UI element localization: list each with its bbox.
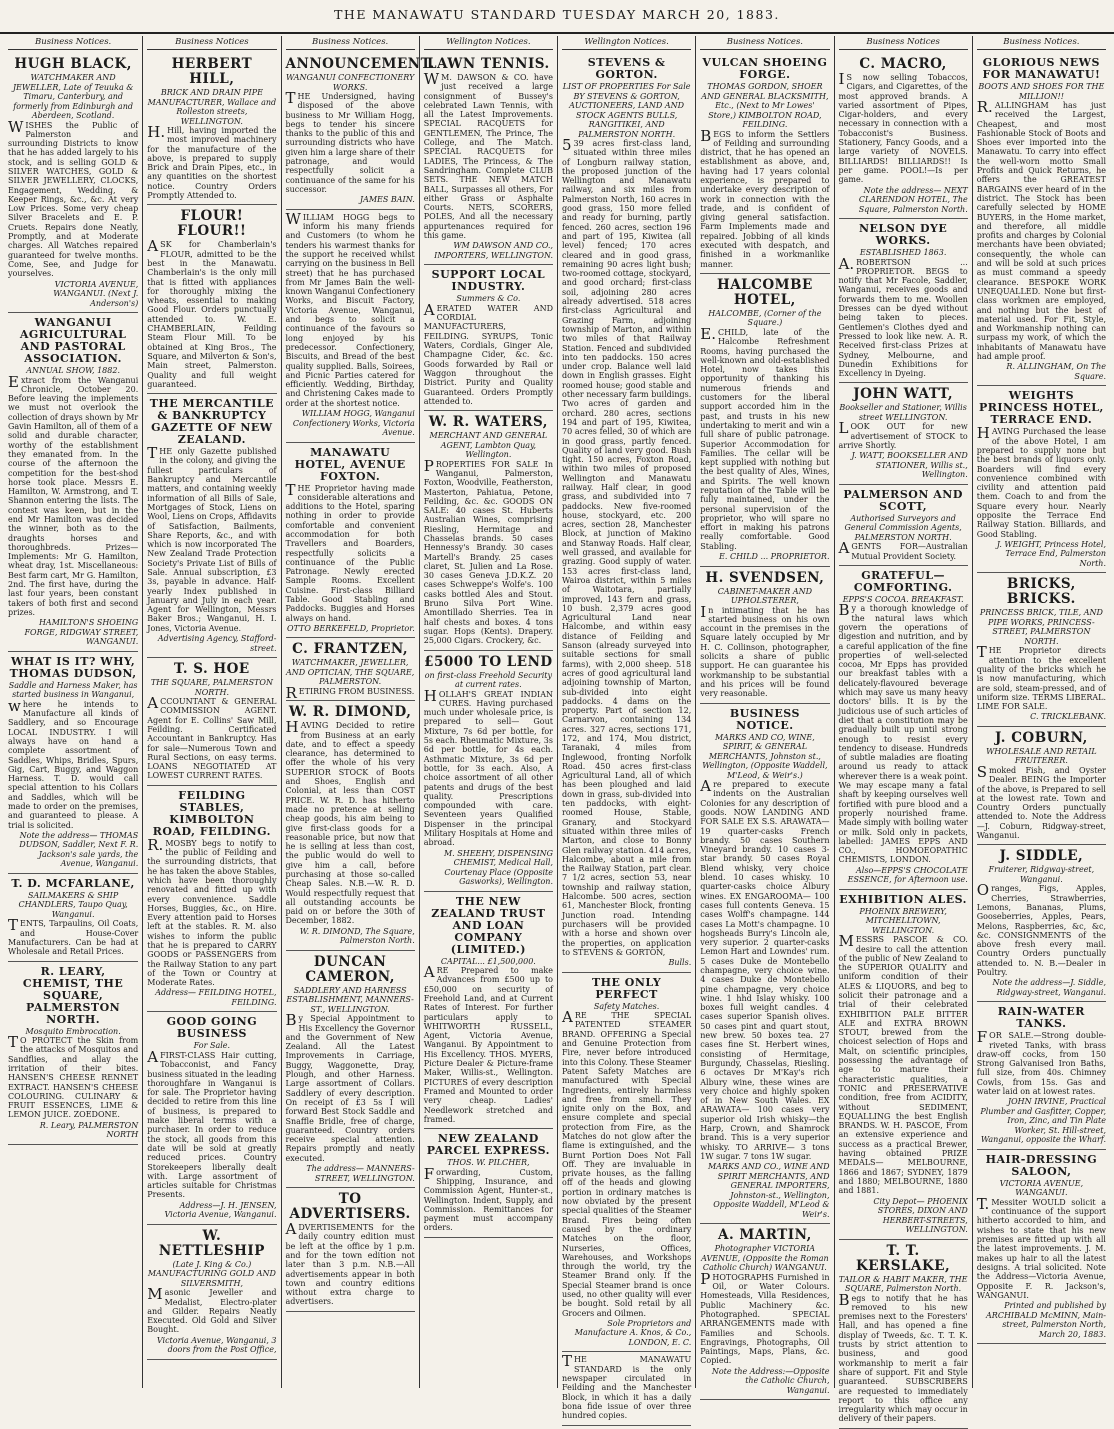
ad-title: £5000 TO LEND bbox=[424, 653, 553, 670]
ad-body: Are prepared to execute indents on the Australian Colonies for any description of goods. NOW LANDING AND FOR SALE EX S.S. ARAWATA— 19 quarter-casks French brandy. 50 cases Southern Vineyard brandy. 10 cases 3-star brandy. 50 cases Royal Blend whisky, very choice blend. 10 cases whisky. 10 quarter-casks choice Albury wines. EX ENGAROOMA— 100 cases full contents Geneva. 15 cases Wolff's champagne. 144 cases La Mott's champagne. 10 hogsheads Burry's Lincoln ale, very superior. 2 quarter-casks Lemon Hart and Lowndes' rum. 5 cases Duke de Montebello champagne, very choice wine. 4 cases Duke de Montebello pine champagne, very choice wine. 1 hhd Islay whisky. 100 boxes full weight candles. 4 cases superior Spanish olives. 50 cases pint and quart stout, new brew. 50 boxes tea. 27 cases fine St. Herbert wines, consisting of Hermitage, Burgundy, Chasselas, Riesling. 6 octaves Dr M'Kay's rich Albury wine, these wines are very choice and highly spoken of in New South Wales. EX ARAWATA— 100 cases very superior old Irish whisky—the Harp, Crown, and Shamrock brand. This is a very superior whisky. TO ARRIVE— 3 tons 1W sugar. 7 tons 1W sugar. bbox=[700, 777, 830, 1161]
ad-footer: VICTORIA AVENUE, WANGANUI. (Next J. Anderson's) bbox=[53, 279, 139, 308]
newspaper-columns bbox=[4, 36, 1110, 1424]
ad-body: THE Proprietor having made considerable alterations and additions to the Hotel, sparing nothing in order to provide comfortable and convenient accommodation for both Travellers and Boarders, respectfully solicits a continuance of the Public Patronage. Newly erected Sample Rooms. Excellent Cuisine. First-class Billiard Table. Good Stabling and Paddocks. Buggies and Horses always on hand. bbox=[285, 480, 415, 623]
advertisement bbox=[424, 1129, 553, 1238]
advertisement bbox=[977, 53, 1106, 386]
ad-body: PHOTOGRAPHS Furnished in Oil, or Water Colours. Homesteads, Villa Residences, Public Machinery &c. Photographed. SPECIAL ARRANGEMENTS made with Families and Schools. Engravings, Photographs, Oil Paintings, Maps, Plans, &c. Copied. bbox=[700, 1269, 830, 1366]
advertisement bbox=[147, 1012, 276, 1224]
ad-title: BRICKS, BRICKS. bbox=[1006, 576, 1076, 608]
ad-footer: Victoria Avenue, Wanganui, 3 doors from the Post Office, bbox=[156, 1335, 277, 1355]
advertisement bbox=[977, 573, 1106, 727]
advertisement bbox=[147, 205, 276, 394]
advertisement bbox=[839, 566, 968, 890]
ad-title: NELSON DYE WORKS. bbox=[858, 222, 948, 248]
ad-title: ANNOUNCEMENT. bbox=[285, 56, 435, 72]
ad-subtitle: BRICK AND DRAIN PIPE MANUFACTURER, Wallace and Rolleston streets, WELLINGTON. bbox=[147, 88, 277, 126]
ad-subtitle: Summers & Co. bbox=[456, 294, 521, 304]
advertisement bbox=[286, 951, 415, 1188]
ad-title: RAIN-WATER TANKS. bbox=[997, 1005, 1085, 1031]
ad-title: HUGH BLACK, bbox=[14, 56, 132, 72]
ad-body: HAVING Purchased the lease of the above Hotel, I am prepared to supply none but the best brands of liquors only. Boarders will find every convenience combined with civility and attention paid them. Coach to and from the Square every hour. Nearly opposite the Terrace End Railway Station. Billiards, and Good Stabling. bbox=[976, 424, 1106, 539]
ad-footer: JAMES BAIN. bbox=[359, 195, 415, 205]
ad-footer: HAMILTON'S SHOEING FORGE, RIDGWAY STREET, WANGANUI. bbox=[24, 618, 139, 647]
ad-title: WEIGHTS PRINCESS HOTEL, TERRACE END. bbox=[978, 389, 1104, 427]
ad-subtitle: (Late J. King & Co.) MANUFACTURING GOLD AND SILVERSMITH, bbox=[147, 1259, 276, 1288]
ad-title: THE MERCANTILE & BANKRUPTCY GAZETTE OF NEW ZEALAND. bbox=[149, 397, 275, 447]
ad-body: BEGS to inform the Settlers of Feilding and surrounding district, that he has opened an establishment as above, and, having had 17 years colonial experience, is prepared to undertake every description of work in connection with the trade, and is confident of giving general satisfaction. Farm Implements made and repaired. Jobbing of all kinds executed with despatch, and finished in a workmanlike manner. bbox=[700, 126, 830, 269]
ad-body: WM. DAWSON & CO. have just received a large consignment of Bussey's celebrated Lawn Tennis, with all the Latest Improvements. SPECIAL RACQUETS for GENTLEMEN, The Prince, The College, and The Match. SPECIAL RACQUETS for LADIES, The Princess, & The Sandringham. Complete CLUB SETS. THE NEW MATCH BALL, Surpasses all others, For either Grass or Asphalte Courts. NETS, SCORERS, POLES, And all the necessary appurtenances required for this game. bbox=[423, 70, 553, 241]
ad-title: T. T. KERSLAKE, bbox=[856, 1242, 951, 1274]
ad-footer: WM DAWSON AND CO., IMPORTERS, WELLINGTON. bbox=[434, 241, 553, 260]
ad-title: GRATEFUL—COMFORTING. bbox=[853, 568, 953, 594]
advertisement bbox=[700, 567, 829, 704]
ad-body: HOLLAH'S GREAT INDIAN CURES. Having purchased much under wholesale price, is prepared to sell— Gout Mixture, 7s 6d per bottle, for 5s each. Rheumatic Mixture, 3s 6d per bottle, for 4s each. Asthmatic Mixture, 3s 6d per bottle, for 3s each. Also, A choice assortment of all other patents and drugs of the best quality. Prescriptions compounded with care. Seventeen years Qualified Dispenser in the principal Military Hospitals at Home and abroad. bbox=[423, 686, 553, 848]
ad-body: ARE THE SPECIAL PATENTED STEAMER BRAND. OFFERING a Special and Genuine Protection from Fire, never before introduced into this Colony. These Steamer Patent Safety Matches are manufactured with Special Ingredients, entirely harmless and free from smell. They ignite only on the Box, and ensure complete and special protection from Fire, as the Matches do not glow after the flame is extinguished, and the Burnt Portion Does Not Fall Off. They are invaluable in private houses, as the falling off of the heads and glowing portion in ordinary matches is now obviated by the present special qualities of the Steamer Brand. Fires being often caused by the ordinary Matches on the floor, Nurseries, Offices, Warehouses, and Workshops through the world, try the Steamer Brand only. If the Special Steamer brand is once used, no other quality will ever be bought. Sold retail by all Grocers and Oilmen. bbox=[562, 1008, 692, 1318]
ad-body: ASK for Chamberlain's FLOUR, admitted to be the best in the Manawatu. Chamberlain's is the only mill that is fitted with appliances for thoroughly mixing the wheats, essential to making Good Flour. Orders punctually attended to. W. E. CHAMBERLAIN, Feilding Steam Flour Mill. To be obtained at King Bros., The Square, and Milverton & Son's, Main street, Palmerston. Quality and full weight guaranteed. bbox=[147, 237, 277, 389]
ad-body: Extract from the Wanganui Chronicle, October 20. Before leaving the implements we must not overlook the collection of drays shown by Mr Gavin Hamilton, all of them of a solid and durable character, worthy of the establishment they emanated from. In the course of the afternoon the competition for the best-shod horse took place. Messrs E. Hamilton, W. Armstrong, and T. Shannon entering the lists. The contest was keen, but in the end Mr Hamilton was decided the winner, both as to the draughts horses and thoroughbreds. Prizes—Implements: Mr G. Hamilton, wheat dray, 1st. Miscellaneous: Best farm cart, Mr G. Hamilton, 2nd. The first have, during the last four years, been constant takers of both first and second prizes. bbox=[8, 372, 139, 617]
column-6 bbox=[695, 36, 833, 1395]
column-4 bbox=[419, 36, 557, 1388]
ad-body: PROPERTIES FOR SALE In Wanganui, Palmerston, Foxton, Woodville, Featherston, Masterton, Pahiatua, Petone, Feilding, &c. &c. GOODS ON SALE: 40 cases St. Huberts Australian Wines, comprising Riesling, Hermitage and Chasselas brands. 50 cases Hennessy's Brandy. 30 cases Martell's Brandy. 25 cases claret, St. Julien and La Rose. 30 cases Geneva J.D.K.Z. 20 cases Schweppe's Wolfe's. 100 casks bottled Ales and Stout. Bruno Silva Port Wine. Amontillado Sherries. Tea in half chests and boxes. 4 tons sugar. Hops (Kents). Drapery. 25,000 Cigars. Crockery, &c. bbox=[423, 456, 553, 646]
column-heading: Business Notices. bbox=[8, 36, 138, 50]
ad-subtitle: VICTORIA AVENUE, WANGANUI. bbox=[999, 1178, 1084, 1198]
ad-footer: Advertising Agency, Stafford-street. bbox=[157, 634, 277, 653]
ad-title: W. R. DIMOND, bbox=[288, 704, 412, 721]
ad-subtitle: THOMAS GORDON, SHOER AND GENERAL BLACKSMITH, Etc., (Next to Mr Lowes' Store,) KIMBOLTON ROAD, FEILDING. bbox=[701, 82, 829, 129]
ad-subtitle: CAPITAL... £1,500,000. bbox=[440, 956, 536, 966]
advertisement bbox=[562, 973, 691, 1353]
column-heading: Wellington Notices. bbox=[562, 36, 691, 50]
ad-title: STEVENS & GORTON. bbox=[587, 56, 666, 81]
ad-title: NEW ZEALAND PARCEL EXPRESS. bbox=[426, 1132, 550, 1158]
ad-body: THE Proprietor directs attention to the excellent quality of the bricks which he is now manufacturing, which are sold, steam-pressed, and of uniform size. TERMS LIBERAL. LIME FOR SALE. bbox=[976, 643, 1106, 712]
advertisement bbox=[286, 1188, 415, 1312]
advertisement bbox=[977, 1002, 1106, 1150]
ad-body: E.CHILD, late of the Halcombe Refreshment Rooms, having purchased the well-known and old-established Hotel, now takes this opportunity of thanking his numerous friends and customers for the liberal support accorded him in the past, and trusts in his new undertaking to merit and win a full share of public patronage. Superior Accommodation for Families. The cellar will be kept supplied with nothing but the best quality of Ales, Wines, and Spirits. The well known reputation of the Table will be fully maintained, under the personal supervision of the proprietor, who will spare no effort in making his patrons really comfortable. Good Stabling. bbox=[700, 324, 830, 551]
ad-subtitle: For Sale. bbox=[193, 1041, 231, 1051]
ad-subtitle: WATCHMAKER AND JEWELLER, Late of Teuuka & Timaru, Canterbury, and formerly from Edinburgh and Aberdeen, Scotland. bbox=[12, 73, 134, 120]
ad-subtitle: PRINCESS BRICK, TILE, AND PIPE WORKS, PRINCESS-STREET, PALMERSTON NORTH. bbox=[979, 608, 1103, 646]
ad-title: GLORIOUS NEWS FOR MANAWATU! bbox=[982, 56, 1101, 81]
advertisement bbox=[424, 892, 553, 1130]
ad-subtitle: CABINET-MAKER AND UPHOLSTERER, bbox=[717, 586, 813, 606]
ad-footer: JOHN IRVINE, Practical Plumber and Gasfitter, Copper, Iron, Zinc, and Tin Plate Worker, St. Hill-street, Wanganui, opposite the Wharf. bbox=[980, 1097, 1106, 1145]
ad-subtitle: THE SQUARE, PALMERSTON NORTH. bbox=[150, 678, 273, 697]
ad-subtitle: Bookseller and Stationer, Willis street WELLINGTON. bbox=[839, 403, 967, 422]
advertisement bbox=[700, 274, 829, 567]
column-heading: Business Notices bbox=[839, 36, 968, 50]
advertisement bbox=[286, 443, 415, 639]
ad-body: Oranges, Figs, Apples, Cherries, Strawberries, Lemons, Bananas, Plums, Gooseberries, Apples, Pears, Melons, Raspberries, &c, &c, &c. CONSIGNMENTS of the above fresh every mail. Country Orders punctually attended to. N. B.—Dealer in Poultry. bbox=[976, 881, 1106, 977]
ad-subtitle: Safety Matches. bbox=[593, 1001, 660, 1011]
ad-subtitle: on first-class Freehold Security at current rates. bbox=[424, 670, 552, 690]
ad-title: DUNCAN CAMERON, bbox=[305, 953, 395, 985]
ad-body: In intimating that he has started business on his own account in the premises in the Square lately occupied by Mr H. C. Collinson, photographer, solicits a share of public support. He can guarantee his workmanship to be substantial and his prices will be found very reasonable. bbox=[700, 602, 830, 699]
column-2 bbox=[142, 36, 280, 1388]
ad-footer: Also—EPPS'S CHOCOLATE ESSENCE, for Afternoon use. bbox=[847, 865, 968, 885]
ad-footer: City Depot— PHOENIX STORES, DIXON AND HERBERT-STREETS, WELLINGTON. bbox=[873, 1196, 968, 1235]
masthead: THE MANAWATU STANDARD TUESDAY MARCH 20, 1883. bbox=[0, 0, 1114, 34]
ad-subtitle: MARKS AND CO, WINE, SPIRIT, & GENERAL MERCHANTS, Johnston st., Wellington, (Opposite Waddell, M'Leod, & Weir's.) bbox=[702, 732, 828, 780]
ad-footer: OTTO BERKEFELD, Proprietor. bbox=[287, 623, 415, 633]
ad-footer: E. CHILD ... PROPRIETOR. bbox=[719, 552, 830, 562]
ad-subtitle: ANNUAL SHOW, 1882. bbox=[26, 366, 120, 376]
advertisement bbox=[977, 1150, 1106, 1344]
ad-title: FEILDING STABLES, KIMBOLTON ROAD, FEILDING. bbox=[152, 788, 271, 838]
column-1 bbox=[4, 36, 142, 1388]
ad-title: T. S. HOE bbox=[174, 661, 250, 678]
ad-footer: Sole Proprietors and Manufacture A. Knos, & Co., LONDON, E. C. bbox=[574, 1318, 692, 1347]
advertisement bbox=[977, 845, 1106, 1002]
ad-body: Begs to notify that he has removed to his new premises next to the Foresters' Hall, and has opened a fine display of Tweeds, &c. T. T. K. trusts by strict attention to business, and good workmanship to merit a fair share of support. Fit and Style guaranteed. SUBSCRIBERS are requested to immediately report to this office any irregularity which may occur in delivery of their papers. bbox=[838, 1290, 968, 1424]
ad-body: FOR SALE.—Strong double-riveted Tanks, with brass draw-off cocks, from 150 Strong Galvanised Iron Baths, full size, from 40s. Chimney Cowls, from 15s. Gas and water laid on at lowest rates. bbox=[976, 1028, 1106, 1097]
column-heading: Business Notices. bbox=[286, 36, 415, 50]
advertisement bbox=[8, 652, 138, 874]
ad-body: Smoked Fish, and Oyster Dealer. BEING the Importer of the above, is Prepared to sell at the lowest rate. Town and Country Orders punctually attended to. Note the Address—J. Coburn, Ridgway-street, Wanganui. bbox=[976, 762, 1106, 841]
advertisement bbox=[8, 313, 138, 652]
ad-subtitle: WHOLESALE AND RETAIL FRUITERER. bbox=[986, 746, 1097, 766]
ad-subtitle: TAILOR & HABIT MAKER, THE SQUARE, Palmerston North. bbox=[838, 1274, 968, 1294]
ad-footer: Note the Address:—Opposite the Catholic Church, Wanganui. bbox=[711, 1366, 830, 1395]
ad-footer: R. ALLINGHAM, On The Square. bbox=[1006, 362, 1106, 381]
ad-body: TO PROTECT the Skin from the attacks of Mosquitos and Sandflies, and allay the irritation of their bites. HANSEN'S CHEESE RENNET EXTRACT. HANSEN'S CHEESE COLOURING. CULINARY & FRUIT ESSENCES, LIME & LEMON JUICE. ZOEDONE. bbox=[8, 1033, 139, 1120]
ad-body: IS now selling Tobaccos, Cigars, and Cigarettes, of the most approved brands. A varied assortment of Pipes, Cigar-holders, and every necessary in connection with a Tobacconist's Business. Stationery, Fancy Goods, and a large variety of NOVELS. BILLIARDS! BILLIARDS!! Is per game. POOL!—Is per game. bbox=[838, 70, 968, 185]
ad-title: W. NETTLESHIP bbox=[158, 1227, 265, 1259]
ad-body: R.ALLINGHAM has just received the Largest, Cheapest, and most Fashionable Stock of Boots and Shoes ever imported into the Manawatu. To carry into effect the well-worn motto Small Profits and Quick Returns, he offers the GREATEST BARGAINS ever heard of in the district. The Stock has been carefully selected by HOME BUYERS, in the Home market, and therefore, all middle profits and charges by Colonial merchants have been obviated; consequently, the whole can and will be sold at such prices as must command a speedy clearance. BESPOKE WORK UNEQUALLED. None but first-class workmen are employed, and nothing but the best of material used. For Fit, Style, and Workmanship nothing can surpass my work, of which the inhabitants of Manawatu have had ample proof. bbox=[976, 98, 1106, 362]
ad-body: where he intends to Manufacture all kinds of Saddlery, and so Encourage LOCAL INDUSTRY. I will always have on hand a complete assortment of Saddles, Whips, Bridles, Spurs, Gig, Cart, Buggy, and Waggon Harness. T. D. would call special attention to his Collars and Saddles, which will be made to order on the premises, and guaranteed to please. A trial is solicited. bbox=[8, 696, 139, 830]
ad-body: Forwarding, Custom, Shipping, Insurance, and Commission Agent, Hunter-st., Wellington. Indent, Supply, and Commission. Remittances for payment must accompany orders. bbox=[423, 1164, 553, 1233]
advertisement bbox=[8, 874, 138, 962]
column-5 bbox=[557, 36, 695, 1421]
ad-body: By Special Appointment to His Excellency the Governor and the Government of New Zealand. All the Latest Improvements in Carriage, Buggy, Waggonette, Dray, Plough, and other Harness. Large assortment of Collars. Saddlery of every description. On receipt of £3 5s I will forward Best Stock Saddle and Snaffle Bridle, free of charge, guaranteed. Country orders receive special attention. Repairs promptly and neatly executed. bbox=[285, 1011, 415, 1163]
ad-subtitle: LIST OF PROPERTIES For Sale BY STEVENS & GORTON, AUCTIONEERS, LAND AND STOCK AGENTS BULLS, RANGITIKEI, AND PALMERSTON NORTH. bbox=[562, 82, 691, 139]
advertisement bbox=[839, 890, 968, 1240]
ad-footer: R. Leary, PALMERSTON NORTH bbox=[39, 1120, 139, 1140]
ad-subtitle: Saddle and Harness Maker, has started business in Wanganui, bbox=[8, 680, 138, 700]
ad-body: AGENTS FOR—Australian Mutual Provident Society. bbox=[838, 539, 968, 561]
ad-title: LAWN TENNIS. bbox=[426, 56, 550, 72]
advertisement bbox=[562, 1352, 691, 1425]
advertisement bbox=[424, 651, 553, 892]
ad-body: ARE Prepared to make Advances from £500 up to £50,000 on security of Freehold Land, and at Current Rates of Interest. For further particulars apply to WHITWORTH RUSSELL, Agent, Victoria Avenue, Wanganui. By Appointment to His Excellency. THOS. MYERS, Picture Dealer & Picture-frame Maker, Willis-st., Wellington. PICTURES of every description Framed and Mounted to order very cheap. Ladies' Needlework stretched and framed. bbox=[423, 963, 553, 1124]
advertisement bbox=[839, 1240, 968, 1429]
ad-body: AFIRST-CLASS Hair cutting, Tobacconist, and Fancy business situated in the leading thoroughfare in Wanganui is for sale. The Proprietor having decided to retire from this line of business, is prepared to make liberal terms with a purchaser. In order to reduce the stock, all goods from this date will be sold at greatly reduced prices. Country Storekeepers liberally dealt with. Large assortment of articles suitable for Christmas Presents. bbox=[147, 1047, 277, 1200]
ad-body: LOOK OUT for new advertisement of STOCK to arrive Shortly. bbox=[838, 419, 968, 451]
ad-body: ADVERTISEMENTS for the daily country edition must be left at the office by 1 p.m. and for the town edition not later than 3 p.m. N.B.—All advertisements appear in both town and country editions without extra charge to advertisers. bbox=[285, 1220, 415, 1307]
ad-title: FLOUR! FLOUR!! bbox=[177, 208, 247, 240]
advertisement bbox=[839, 53, 968, 219]
ad-title: C. MACRO, bbox=[859, 56, 947, 72]
ad-title: W. R. WATERS, bbox=[428, 414, 548, 431]
ad-title: WANGANUI AGRICULTURAL AND PASTORAL ASSOCIATION. bbox=[19, 316, 127, 366]
ad-title: TO ADVERTISERS. bbox=[289, 1191, 411, 1223]
ad-subtitle: BOOTS AND SHOES FOR THE MILLION!! bbox=[978, 82, 1105, 101]
ad-footer: J. WATT, BOOKSELLER AND STATIONER, Willis st., Wellington. bbox=[851, 451, 968, 480]
ad-body: MESSRS PASCOE & CO. desire to call the attention of the public of New Zealand to the SUPERIOR QUALITY and uniform condition of their ALES & LIQUORS, and beg to solicit their patronage and a trial of their celebrated EXHIBITION PALE BITTER ALE and EXTRA BROWN STOUT, brewed from the choicest selection of Hops and Malt, on scientific principles, possessing the advantage of age to mature their characteristic qualities, a TONIC and PRESERVATIVE condition, free from ACIDITY, without SEDIMENT, EQUALLING the best English BRANDS. W. H. PASCOE, From an extensive experience and success as a practical Brewer, having obtained PRIZE MEDALS— MELBOURNE, 1866 and 1867; SYDNEY, 1879 and 1880; MELBOURNE, 1880 and 1881. bbox=[838, 932, 968, 1196]
advertisement bbox=[424, 53, 553, 265]
advertisement bbox=[286, 210, 415, 443]
ad-subtitle: Mosquito Embrocation. bbox=[25, 1026, 121, 1036]
ad-footer: The address— MANNERS-STREET, WELLINGTON. bbox=[306, 1164, 415, 1183]
advertisement bbox=[424, 411, 553, 650]
ad-body: TENTS, Tarpaulins, Oil Coats, and House-Cover Manufacturers. Can be had at Wholesale and Retail Prices. bbox=[8, 916, 139, 957]
ad-body: R.MOSBY begs to notify to the public of Feilding and the surrounding districts, that he has taken the above Stables, which have been thoroughly renovated and fitted up with every convenience. Saddle Horses, Buggies, &c., on Hire. Every attention paid to Horses left at the stables. R. M. also wishes to inform the public that he is prepared to CARRY GOODS or PASSENGERS from the Railway Station to any part of the Town or Country at Moderate Rates. bbox=[147, 835, 277, 988]
column-heading: Wellington Notices. bbox=[424, 36, 553, 50]
ad-footer: M. SHEEHY, DISPENSING CHEMIST, Medical Hall, Courtenay Place (Opposite Gasworks), Wellington. bbox=[443, 848, 553, 887]
ad-subtitle: WATCHMAKER, JEWELLER, AND OPTICIAN, THE SQUARE, PALMERSTON. bbox=[286, 658, 415, 687]
advertisement bbox=[285, 53, 435, 210]
ad-body: A.ROBERTSON ... PROPRIETOR. BEGS to notify that Mr Facole, Saddler, Wanganui, receives goods and forwards them to me. Woollen Dresses can be dyed without being taken to pieces. Gentlemen's Clothes dyed and Pressed to look like new. A. R. Received first-class Prizes at Sydney, Melbourne, and Dunedin Exhibitions for Excellency in Dyeing. bbox=[838, 254, 968, 379]
column-8 bbox=[972, 36, 1110, 1388]
ad-footer: J. WEIGHT, Princess Hotel, Terrace End, Palmerston North. bbox=[996, 539, 1106, 568]
advertisement bbox=[839, 219, 968, 383]
ad-body: AERATED WATER AND CORDIAL MANUFACTURERS, FEILDING. SYRUPS, Tonic Waters, Cordials, Ginger Ale, Champagne Cider, &c. &c. Goods forwarded by Rail or Waggon throughout the District. Purity and Quality Guaranteed. Orders Promptly attended to. bbox=[423, 300, 553, 406]
advertisement bbox=[147, 1225, 276, 1360]
ad-title: VULCAN SHOEING FORGE. bbox=[702, 56, 828, 81]
ad-title: GOOD GOING BUSINESS bbox=[166, 1015, 258, 1041]
ad-body: H.Hill, having imported the most improved machinery for the manufacture of the above, is prepared to supply Brick and Drain Pipes, etc., in any quantities on the shortest notice. Country Orders Promptly Attended to. bbox=[147, 123, 277, 201]
ad-subtitle: WANGANUI CONFECTIONERY WORKS. bbox=[285, 73, 415, 92]
ad-title: PALMERSON AND SCOTT, bbox=[843, 487, 963, 513]
advertisement bbox=[977, 386, 1106, 573]
ad-title: T. D. MCFARLANE, bbox=[11, 876, 135, 890]
ad-subtitle: Authorised Surveyors and General Commission Agents, PALMERSTON NORTH. bbox=[844, 513, 962, 542]
ad-title: BUSINESS NOTICE. bbox=[729, 706, 800, 732]
ad-body: 539 acres first-class land, situated within three miles of Longburn railway station, the proposed junction of the Wellington and Manawatu railway, and six miles from Palmerston North, 160 acres in good grass, 150 more felled and ready for burning, partly fenced. 260 acres, section 196 and part of 195, Kiwitea (all level) fenced; 170 acres cleared and in good grass, remaining 90 acres light bush; two-roomed cottage, stockyard, and good orchard; first-class soil, adjoining 280 acres already advertised. 518 acres first-class Agricultural and Grazing Farm, adjoining township of Marton, and within two miles of that Railway Station. Fenced and subdivided into ten paddocks. 150 acres under crop. Balance well laid down in English grasses. Eight roomed house; good stable and other necessary farm buildings. Two acres of garden and orchard. 280 acres, sections 194 and part of 195, Kiwitea, 70 acres felled, 30 of which are in good grass, partly fenced. Quality of land very good. Bush tight. 150 acres, Foxton Road, within two miles of proposed Wellington and Manawatu railway. Half clear, in good grass, and subdivided into 7 paddocks. New five-roomed house, stockyard, etc. 200 acres, section 28, Manchester Block, at junction of Makino and Stanway Roads. Half clear, well grassed, and available for grazing. Good supply of water. 153 acres first-class land, Wairoa district, within 5 miles of Waitotara, partially improved, 143 fern and grass, 10 bush. 2,379 acres good Agricultural Land near Halcombe, and within easy distance of Feilding and Sanson (already surveyed into suitable sections for small farms), with 2,000 sheep. 518 acres of good agricultural land adjoining township of Marton, sub-divided into eight paddocks. 4 dams on the property. Part of section 12, Carnarvon, containing 134 acres. 327 acres, sections 171, 172, and 174, Mou district, Taranaki, 4 miles from Inglewood, fronting Norfolk Road. 450 acres first-class Agricultural Land, all of which has been ploughed and laid down in grass, sub-divided into ten paddocks, with eight-roomed House, Stable, Granary, and Stockyard situated within three miles of Marton, and close to Bonny Glen railway station. 414 acres, Halcombe, about a mile from the Railway Station, part clear. 7 1/2 acres, section 53, near township and railway station, Halcombe. 500 acres, section 61, Manchester Block, fronting Junction road. Intending purchasers will be provided with a horse and shown over the properties, on application to STEVENS & GORTON, bbox=[562, 136, 692, 957]
advertisement bbox=[8, 962, 138, 1145]
column-3 bbox=[281, 36, 435, 1388]
advertisement bbox=[286, 638, 415, 701]
ad-subtitle: ESTABLISHED 1863. bbox=[859, 248, 947, 258]
ad-title: THE NEW ZEALAND TRUST AND LOAN COMPANY (LIMITED.) bbox=[431, 894, 546, 956]
ad-body: WILLIAM HOGG begs to inform his many friends and Customers (to whom he tenders his warmest thanks for the support he received whilst carrying on the business in Bell street) that he has purchased from Mr James Bain the well-known Wanganui Confectionery Works, and Biscuit Factory, Victoria Avenue, Wanganui, and begs to solicit a continuance of the favours so long enjoyed by his predecessor. Confectionery, Biscuits, and Bread of the best quality supplied. Balls, Soirees, and Picnic Parties catered for efficiently. Wedding, Birthday, and Christening Cakes made to order at the shortest notice. bbox=[285, 209, 415, 408]
ad-body: THE only Gazette published in the colony, and giving the fullest particulars of Bankruptcy and Mercantile matters, and containing weekly information of all Bills of Sale, Mortgages of Stock, Liens on Wool, Liens on Crops, Affidavits of Satisfaction, Bailments, Share Reports, &c., and with which is now incorporated The New Zealand Trade Protection Society's Private List of Bills of Sale. Annual subscription, £3 3s, payable in advance. Half-yearly Index published in January and July in each year. Agent for Wellington, Messrs Baker Bros.; Wanganui, H. I. Jones, Victoria Avenue. bbox=[147, 444, 277, 633]
advertisement bbox=[700, 1224, 829, 1400]
ad-body: WISHES the Public of Palmerston and surrounding Districts to know that he has added largely to his stock, and is selling GOLD & SILVER WATCHES, GOLD & SILVER JEWELLERY, CLOCKS, Engagement, Wedding, & Keeper Rings, &c., &c. At very Low Prices. Some very cheap Silver Bracelets and E. P. Cruets. Repairs done Neatly, Promptly, and at Moderate charges. All Watches repaired guaranteed for twelve months. Come, See, and Judge for yourselves. bbox=[8, 117, 139, 279]
ad-title: SUPPORT LOCAL INDUSTRY. bbox=[431, 268, 546, 294]
ad-body: Masonic Jeweller and Medalist, Electro-plater and Gilder. Repairs Neatly Executed. Old Gold and Silver Bought. bbox=[147, 1285, 277, 1335]
advertisement bbox=[147, 394, 276, 658]
ad-body: THE Undersigned, having disposed of the above business to Mr William Hogg, begs to tender his sincere thanks to the public of this and surrounding districts who have given him a large share of their patronage, and would respectfully solicit a continuance of the same for his successor. bbox=[285, 89, 415, 194]
ad-footer: Note the address— NEXT CLARENDON HOTEL, The Square, Palmerston North. bbox=[858, 185, 968, 214]
ad-subtitle: SADDLERY AND HARNESS ESTABLISHMENT, MANNERS-ST., WELLINGTON. bbox=[286, 985, 414, 1014]
ad-title: HERBERT HILL, bbox=[171, 56, 253, 87]
ad-title: JOHN WATT, bbox=[853, 386, 954, 403]
advertisement bbox=[839, 383, 968, 484]
ad-title: J. SIDDLE, bbox=[999, 848, 1084, 865]
ad-subtitle: Fruiterer, Ridgway-street, Wanganui. bbox=[988, 865, 1095, 884]
ad-footer: Address— FEILDING HOTEL, FEILDING. bbox=[155, 988, 277, 1007]
advertisement bbox=[700, 53, 829, 274]
ad-footer: Printed and published by ARCHIBALD McMINN, Main-street, Palmerston North, March 20, 1883. bbox=[986, 1301, 1106, 1339]
ad-title: H. SVENDSEN, bbox=[705, 569, 825, 586]
ad-subtitle: HALCOMBE, (Corner of the Square.) bbox=[708, 308, 822, 328]
advertisement bbox=[147, 786, 276, 1013]
ad-subtitle: THOS. W. PILCHER, bbox=[447, 1158, 530, 1168]
ad-footer: MARKS AND CO., WINE AND SPIRIT MERCHANTS, AND GENERAL IMPORTERS, Johnston-st., Wellington, Opposite Waddell, M'Leod & Weir's. bbox=[707, 1162, 830, 1219]
ad-body: HAVING Decided to retire from Business at an early date, and to effect a speedy clearance, has determined to offer the whole of his very SUPERIOR STOCK of Boots and Shoes, English and Colonial, at less than COST PRICE. W. R. D. has hitherto made no pretence at selling cheap goods, his aim being to give first-class goods for a reasonable price, but now that he is selling at less than cost, the public would do well to give him a call, before purchasing at those so-called Cheap Sales. N.B.—W. R. D. Would respectfully request that all outstanding accounts be paid on or before the 30th of December, 1882. bbox=[285, 718, 415, 926]
advertisement bbox=[977, 727, 1106, 845]
ad-title: HALCOMBE HOTEL, bbox=[716, 276, 813, 308]
advertisement bbox=[147, 53, 276, 205]
ad-subtitle: SAILMAKERS & SHIP CHANDLERS, Taupo Quay, Wanganui. bbox=[18, 890, 128, 919]
ad-title: A. MARTIN, bbox=[717, 1227, 812, 1244]
column-heading: Business Notices bbox=[147, 36, 276, 50]
ad-title: WHAT IS IT? WHY, THOMAS DUDSON, bbox=[9, 654, 137, 680]
ad-body: By a thorough knowledge of the natural laws which govern the operations of digestion and nutrition, and by a careful application of the fine properties of well-selected cocoa, Mr Epps has provided our breakfast tables with a delicately-flavoured beverage which may save us many heavy doctors' bills. It is by the judicious use of such articles of diet that a constitution may be gradually built up until strong enough to resist every tendency to disease. Hundreds of subtle maladies are floating around us ready to attack wherever there is a weak point. We may escape many a fatal shaft by keeping ourselves well fortified with pure blood and a properly nourished frame. Made simply with boiling water or milk. Sold only in packets, labelled: JAMES EPPS AND CO., HOMOEOPATHIC CHEMISTS, LONDON. bbox=[838, 601, 968, 865]
ad-body: T.Messiter WOULD solicit a continuance of the support hitherto accorded to him, and wishes to state that his new premises are fitted up with all the latest improvements. J. M. makes up hair to all the latest designs. A trial solicited. Note the Address—Victoria Avenue, Opposite F. R. Jackson's, WANGANUI. bbox=[976, 1194, 1106, 1300]
ad-subtitle: EPPS'S COCOA. BREAKFAST. bbox=[842, 594, 964, 604]
column-7 bbox=[834, 36, 972, 1424]
advertisement bbox=[147, 658, 276, 786]
ad-subtitle: Photographer VICTORIA AVENUE, (Opposite the Roman Catholic Church) WANGANUI. bbox=[701, 1244, 829, 1273]
ad-body: ACCOUNTANT & GENERAL COMMISSION AGENT. Agent for E. Collins' Saw Mill, Feilding. Certificated Accountant in Bankruptcy. Has for sale—Numerous Town and Rural Sections, on easy terms. LOANS NEGOTIATED AT LOWEST CURRENT RATES. bbox=[147, 694, 277, 781]
advertisement bbox=[700, 704, 829, 1225]
ad-footer: Note the address—J. Siddle, Ridgway-street, Wanganui. bbox=[992, 978, 1106, 997]
advertisement bbox=[562, 53, 691, 973]
ad-subtitle: MERCHANT AND GENERAL AGENT, Lambton Quay, Wellington. bbox=[429, 431, 548, 460]
column-heading: Business Notices. bbox=[977, 36, 1106, 50]
ad-footer: WILLIAM HOGG, Wanganui Confectionery Works, Victoria Avenue. bbox=[292, 409, 415, 437]
ad-subtitle: PHOENIX BREWERY, MITCHELLTOWN, WELLINGTON. bbox=[859, 906, 947, 935]
ad-title: HAIR-DRESSING SALOON, bbox=[985, 1152, 1098, 1178]
ad-title: C. FRANTZEN, bbox=[292, 641, 409, 658]
ad-title: J. COBURN, bbox=[994, 729, 1088, 746]
ad-footer: C. TRICKLEBANK. bbox=[1030, 712, 1106, 722]
advertisement bbox=[424, 265, 553, 411]
ad-title: EXHIBITION ALES. bbox=[839, 892, 967, 906]
ad-body: THE MANAWATU STANDARD is the only newspaper circulated in Feilding and the Manchester Block, in which it has a daily bona fide issue of over three hundred copies. bbox=[562, 1352, 692, 1421]
ad-title: MANAWATU HOTEL, AVENUE FOXTON. bbox=[294, 445, 406, 483]
ad-footer: Address—J. H. JENSEN, Victoria Avenue, Wanganui. bbox=[164, 1200, 277, 1220]
column-heading: Business Notices. bbox=[700, 36, 829, 50]
advertisement bbox=[286, 701, 415, 951]
ad-title: R. LEARY, CHEMIST, THE SQUARE, PALMERSTON NORTH. bbox=[22, 964, 124, 1026]
ad-footer: Bulls. bbox=[668, 958, 692, 968]
ad-body: RETIRING FROM BUSINESS. bbox=[285, 683, 415, 702]
advertisement bbox=[8, 53, 138, 313]
ad-title: THE ONLY PERFECT bbox=[591, 975, 662, 1001]
ad-footer: W. R. DIMOND, The Square, Palmerston North. bbox=[299, 926, 415, 946]
advertisement bbox=[839, 485, 968, 566]
ad-footer: Note the address— THOMAS DUDSON, Saddler, Next F. R. Jackson's sale yards, the Avenue, Wanganui. bbox=[19, 830, 139, 869]
